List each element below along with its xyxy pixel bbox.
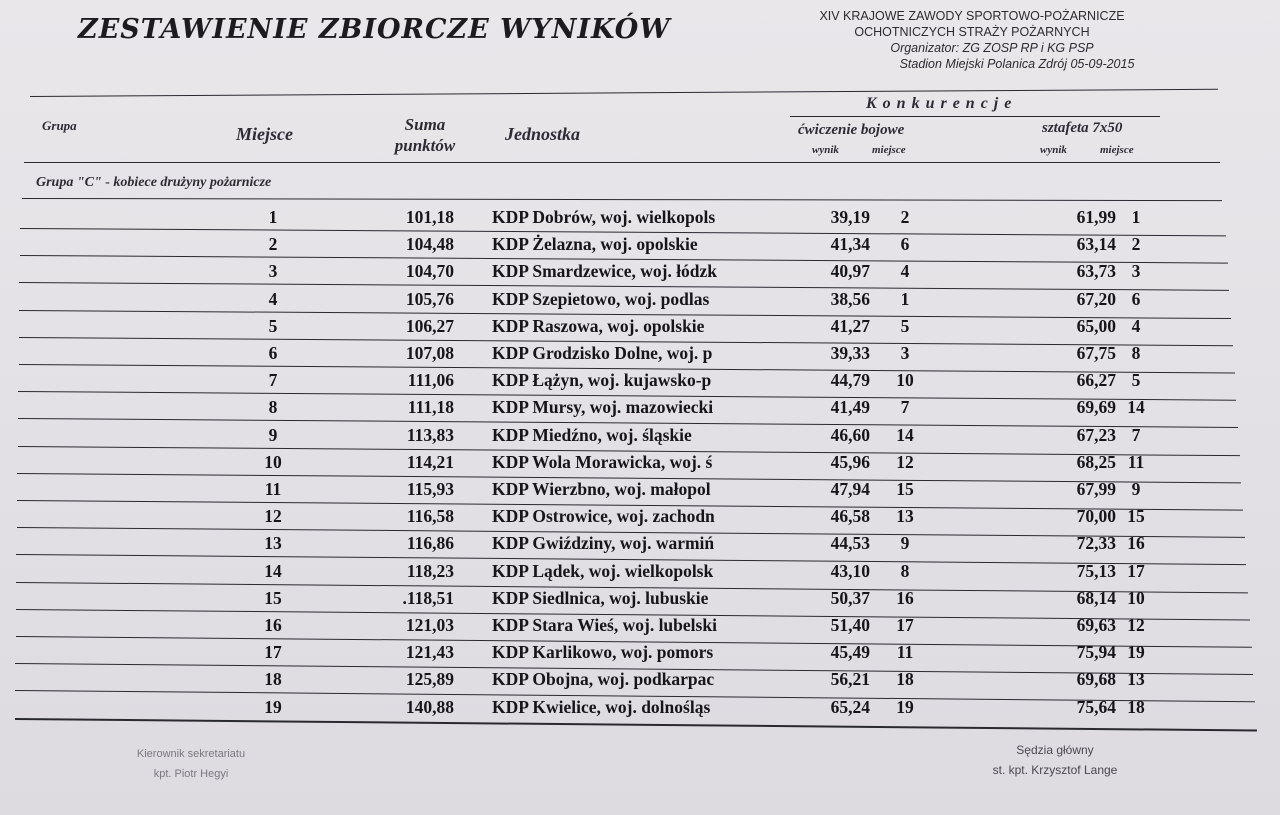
header-cw-miejsce: miejsce xyxy=(872,144,906,156)
row-unit: KDP Siedlnica, woj. lubuskie xyxy=(492,587,709,608)
row-szt-place: 11 xyxy=(1127,451,1145,472)
row-sum: 121,03 xyxy=(405,615,454,635)
row-sum: 114,21 xyxy=(406,451,454,472)
row-unit: KDP Karlikowo, woj. pomors xyxy=(492,642,714,663)
header-jednostka: Jednostka xyxy=(505,124,581,144)
row-unit: KDP Obojna, woj. podkarpac xyxy=(492,669,715,690)
row-cw-place: 8 xyxy=(900,560,910,581)
row-place: 17 xyxy=(264,642,282,663)
row-szt-place: 13 xyxy=(1127,669,1145,690)
header-suma-line1: Suma xyxy=(404,115,446,134)
row-cw-result: 45,96 xyxy=(830,451,870,472)
row-place: 12 xyxy=(264,506,282,527)
row-cw-result: 44,53 xyxy=(830,533,870,554)
row-place: 5 xyxy=(268,315,278,336)
header-miejsce: Miejsce xyxy=(236,124,293,144)
row-place: 11 xyxy=(264,479,282,499)
row-szt-result: 70,00 xyxy=(1076,506,1116,527)
row-unit: KDP Żelazna, woj. opolskie xyxy=(492,234,698,255)
row-unit: KDP Smardzewice, woj. łódzk xyxy=(492,261,718,282)
row-szt-place: 7 xyxy=(1131,424,1141,445)
signature-right xyxy=(970,740,1140,780)
row-sum: 116,86 xyxy=(406,533,454,554)
header-konkurencje: Konkurencje xyxy=(866,95,1018,112)
row-szt-result: 69,69 xyxy=(1076,397,1116,418)
row-unit: KDP Lądek, woj. wielkopolsk xyxy=(492,560,714,581)
row-sum: 116,58 xyxy=(406,506,454,527)
row-unit: KDP Stara Wieś, woj. lubelski xyxy=(492,615,717,635)
row-cw-place: 16 xyxy=(896,587,914,608)
row-szt-result: 66,27 xyxy=(1076,370,1116,391)
row-cw-place: 15 xyxy=(896,479,914,499)
row-cw-place: 3 xyxy=(900,343,910,363)
row-cw-result: 41,27 xyxy=(830,315,870,336)
group-label: Grupa "C" - kobiece drużyny pożarnicze xyxy=(36,175,272,190)
row-cw-place: 9 xyxy=(900,533,910,554)
organizer-line-1: XIV KRAJOWE ZAWODY SPORTOWO-POŻARNICZE xyxy=(819,9,1125,23)
row-sum: .118,51 xyxy=(402,587,454,608)
row-unit: KDP Gwiździny, woj. warmiń xyxy=(492,533,715,554)
signature-right-role: Sędzia główny xyxy=(1016,743,1094,757)
row-szt-place: 3 xyxy=(1131,261,1141,282)
row-unit: KDP Wierzbno, woj. małopol xyxy=(492,479,711,499)
row-unit: KDP Grodzisko Dolne, woj. p xyxy=(492,343,713,363)
row-cw-place: 2 xyxy=(900,207,910,227)
row-cw-result: 39,19 xyxy=(830,207,870,227)
row-cw-result: 38,56 xyxy=(830,288,870,309)
row-szt-result: 68,25 xyxy=(1076,451,1116,472)
row-cw-place: 13 xyxy=(896,506,914,527)
header-suma xyxy=(380,114,470,156)
row-sum: 106,27 xyxy=(405,315,454,336)
row-cw-result: 47,94 xyxy=(830,479,870,499)
row-sum: 118,23 xyxy=(406,560,454,581)
row-szt-place: 12 xyxy=(1127,615,1145,635)
row-cw-result: 44,79 xyxy=(830,370,870,391)
row-cw-place: 12 xyxy=(896,451,914,472)
row-cw-place: 17 xyxy=(896,615,914,635)
row-place: 19 xyxy=(264,696,282,717)
row-place: 10 xyxy=(264,451,282,472)
row-cw-place: 11 xyxy=(896,642,914,663)
row-cw-result: 50,37 xyxy=(830,587,870,608)
row-szt-place: 6 xyxy=(1131,288,1141,309)
row-szt-place: 14 xyxy=(1127,397,1145,418)
row-place: 13 xyxy=(264,533,282,554)
konkurencje-rule xyxy=(790,116,1160,117)
row-unit: KDP Raszowa, woj. opolskie xyxy=(492,315,705,336)
row-cw-result: 43,10 xyxy=(830,560,870,581)
row-place: 9 xyxy=(268,424,278,445)
row-cw-result: 39,33 xyxy=(830,343,870,363)
row-place: 4 xyxy=(268,288,278,309)
header-suma-line2: punktów xyxy=(394,136,456,155)
row-sum: 113,83 xyxy=(406,424,454,445)
row-szt-result: 68,14 xyxy=(1076,587,1116,608)
table-row xyxy=(0,397,1280,424)
row-place: 14 xyxy=(264,560,282,581)
row-szt-result: 65,00 xyxy=(1076,315,1116,336)
row-place: 18 xyxy=(264,669,282,690)
row-sum: 125,89 xyxy=(405,669,454,690)
row-szt-place: 16 xyxy=(1127,533,1145,554)
header-bottom-rule xyxy=(24,162,1220,163)
row-szt-result: 67,99 xyxy=(1076,479,1116,499)
organizer-block xyxy=(742,8,1202,72)
row-cw-place: 5 xyxy=(900,315,910,336)
header-sztafeta: sztafeta 7x50 xyxy=(1042,120,1123,136)
row-cw-place: 7 xyxy=(900,397,910,418)
row-szt-result: 61,99 xyxy=(1076,207,1116,227)
row-szt-result: 63,73 xyxy=(1076,261,1116,282)
row-cw-place: 18 xyxy=(896,669,914,690)
organizer-line-2: OCHOTNICZYCH STRAŻY POŻARNYCH xyxy=(854,25,1090,39)
row-place: 16 xyxy=(264,615,282,635)
row-sum: 104,70 xyxy=(405,261,454,282)
row-szt-result: 67,23 xyxy=(1076,424,1116,445)
row-cw-result: 41,34 xyxy=(830,234,870,255)
row-sum: 121,43 xyxy=(405,642,454,663)
row-szt-result: 72,33 xyxy=(1076,533,1116,554)
row-szt-place: 10 xyxy=(1127,587,1145,608)
row-unit: KDP Kwielice, woj. dolnośląs xyxy=(492,696,711,717)
row-place: 15 xyxy=(264,587,282,608)
organizer-line-3: Organizator: ZG ZOSP RP i KG PSP xyxy=(890,41,1094,55)
header-grupa: Grupa xyxy=(42,118,77,133)
row-sum: 104,48 xyxy=(405,234,454,255)
row-place: 2 xyxy=(268,234,278,255)
row-szt-place: 17 xyxy=(1127,560,1145,581)
row-cw-result: 40,97 xyxy=(830,261,870,282)
row-cw-result: 46,58 xyxy=(830,506,870,527)
row-cw-place: 14 xyxy=(896,424,914,445)
row-place: 8 xyxy=(268,397,278,418)
organizer-line-4: Stadion Miejski Polanica Zdrój 05-09-2015 xyxy=(899,57,1135,71)
row-szt-place: 5 xyxy=(1131,370,1141,391)
row-cw-result: 51,40 xyxy=(830,615,870,635)
row-szt-result: 69,68 xyxy=(1076,669,1116,690)
row-place: 1 xyxy=(268,207,278,227)
signature-left xyxy=(106,744,276,784)
row-cw-place: 4 xyxy=(900,261,910,282)
row-sum: 111,06 xyxy=(407,370,454,391)
row-szt-result: 67,20 xyxy=(1076,288,1116,309)
row-szt-place: 1 xyxy=(1131,207,1141,227)
row-szt-result: 63,14 xyxy=(1076,234,1116,255)
header-cwiczenie-bojowe: ćwiczenie bojowe xyxy=(798,122,905,138)
row-szt-result: 75,94 xyxy=(1076,642,1116,663)
row-szt-place: 18 xyxy=(1127,696,1145,717)
row-unit: KDP Mursy, woj. mazowiecki xyxy=(492,397,714,418)
row-sum: 105,76 xyxy=(405,288,454,309)
row-sum: 111,18 xyxy=(407,397,454,418)
row-unit: KDP Miedźno, woj. śląskie xyxy=(492,424,692,445)
row-place: 7 xyxy=(268,370,278,391)
row-unit: KDP Ostrowice, woj. zachodn xyxy=(492,506,715,527)
header-cw-wynik: wynik xyxy=(812,144,839,156)
row-szt-place: 8 xyxy=(1131,343,1141,363)
header-top-rule xyxy=(30,89,1218,97)
row-szt-place: 2 xyxy=(1131,234,1141,255)
row-szt-place: 19 xyxy=(1127,642,1145,663)
signature-left-name: kpt. Piotr Hegyi xyxy=(153,768,229,780)
signature-right-name: st. kpt. Krzysztof Lange xyxy=(992,763,1118,777)
row-sum: 115,93 xyxy=(406,479,454,499)
row-szt-result: 75,64 xyxy=(1076,696,1116,717)
row-cw-result: 56,21 xyxy=(830,669,870,690)
row-cw-place: 6 xyxy=(900,234,910,255)
row-unit: KDP Wola Morawicka, woj. ś xyxy=(492,451,713,472)
row-szt-result: 75,13 xyxy=(1076,560,1116,581)
row-sum: 140,88 xyxy=(405,696,454,717)
row-cw-place: 10 xyxy=(896,370,914,391)
row-szt-place: 9 xyxy=(1131,479,1141,499)
row-unit: KDP Łążyn, woj. kujawsko-p xyxy=(492,370,712,391)
signature-left-role: Kierownik sekretariatu xyxy=(136,748,246,760)
row-sum: 107,08 xyxy=(405,343,454,363)
row-cw-place: 1 xyxy=(900,288,910,309)
table-row xyxy=(0,261,1280,288)
row-szt-place: 4 xyxy=(1131,315,1141,336)
group-rule xyxy=(22,198,1222,201)
row-place: 6 xyxy=(268,343,278,363)
page-title: ZESTAWIENIE ZBIORCZE WYNIKÓW xyxy=(78,14,671,45)
row-unit: KDP Szepietowo, woj. podlas xyxy=(492,288,710,309)
row-szt-result: 69,63 xyxy=(1076,615,1116,635)
row-cw-result: 46,60 xyxy=(830,424,870,445)
header-szt-wynik: wynik xyxy=(1040,144,1067,156)
header-szt-miejsce: miejsce xyxy=(1100,144,1134,156)
row-cw-result: 65,24 xyxy=(830,696,870,717)
row-sum: 101,18 xyxy=(405,207,454,227)
row-unit: KDP Dobrów, woj. wielkopols xyxy=(492,207,716,227)
row-szt-place: 15 xyxy=(1127,506,1145,527)
row-cw-place: 19 xyxy=(896,696,914,717)
row-cw-result: 41,49 xyxy=(830,397,870,418)
table-row xyxy=(0,234,1280,261)
row-place: 3 xyxy=(268,261,278,282)
row-szt-result: 67,75 xyxy=(1076,343,1116,363)
row-cw-result: 45,49 xyxy=(830,642,870,663)
